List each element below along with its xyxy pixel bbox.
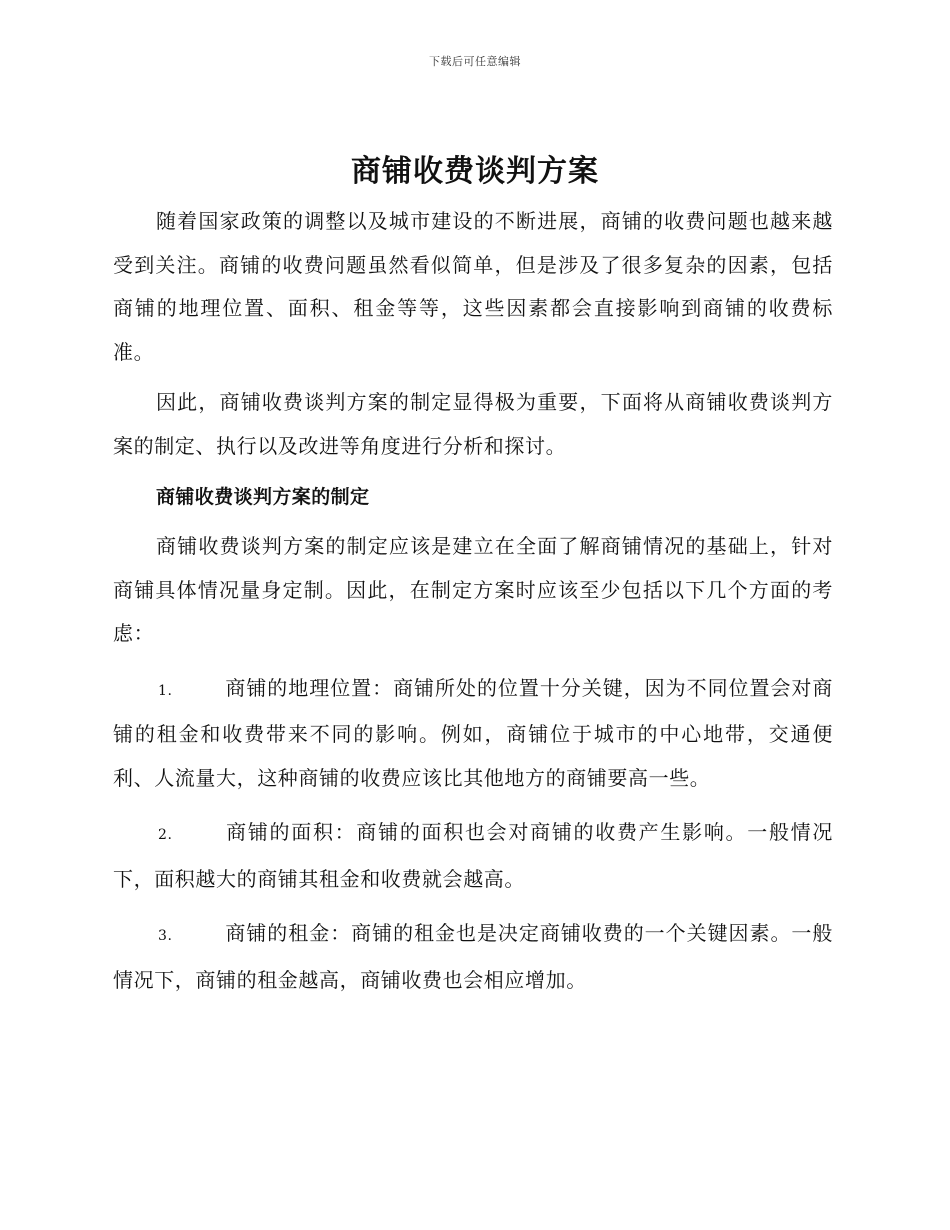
document-body <box>113 200 833 1009</box>
list-item <box>113 912 833 1002</box>
list-item <box>113 667 833 801</box>
section-paragraph: 商铺收费谈判方案的制定应该是建立在全面了解商铺情况的基础上，针对商铺具体情况量身定制。因此，在制定方案时应该至少包括以下几个方面的考虑： <box>113 534 833 645</box>
list-item-number: 1. <box>158 682 173 699</box>
header-note: 下载后可任意编辑 <box>429 55 521 68</box>
intro-paragraph: 因此，商铺收费谈判方案的制定显得极为重要，下面将从商铺收费谈判方案的制定、执行以及改进等角度进行分析和探讨。 <box>113 390 833 458</box>
list-item-text: 商铺的面积：商铺的面积也会对商铺的收费产生影响。一般情况下，面积越大的商铺其租金和收费就会越高。 <box>113 820 833 891</box>
section-heading: 商铺收费谈判方案的制定 <box>156 486 370 508</box>
list-item-text: 商铺的地理位置：商铺所处的位置十分关键，因为不同位置会对商铺的租金和收费带来不同的影响。例如，商铺位于城市的中心地带，交通便利、人流量大，这种商铺的收费应该比其他地方的商铺要高一些。 <box>113 675 833 790</box>
list-item <box>113 811 833 901</box>
list-item-text: 商铺的租金：商铺的租金也是决定商铺收费的一个关键因素。一般情况下，商铺的租金越高，商铺收费也会相应增加。 <box>113 921 833 992</box>
document-title: 商铺收费谈判方案 <box>351 154 599 189</box>
intro-paragraph: 随着国家政策的调整以及城市建设的不断进展，商铺的收费问题也越来越受到关注。商铺的收费问题虽然看似简单，但是涉及了很多复杂的因素，包括商铺的地理位置、面积、租金等等，这些因素都会直接影响到商铺的收费标准。 <box>113 209 833 364</box>
list-item-number: 3. <box>158 928 173 944</box>
list-item-number: 2. <box>158 827 173 843</box>
